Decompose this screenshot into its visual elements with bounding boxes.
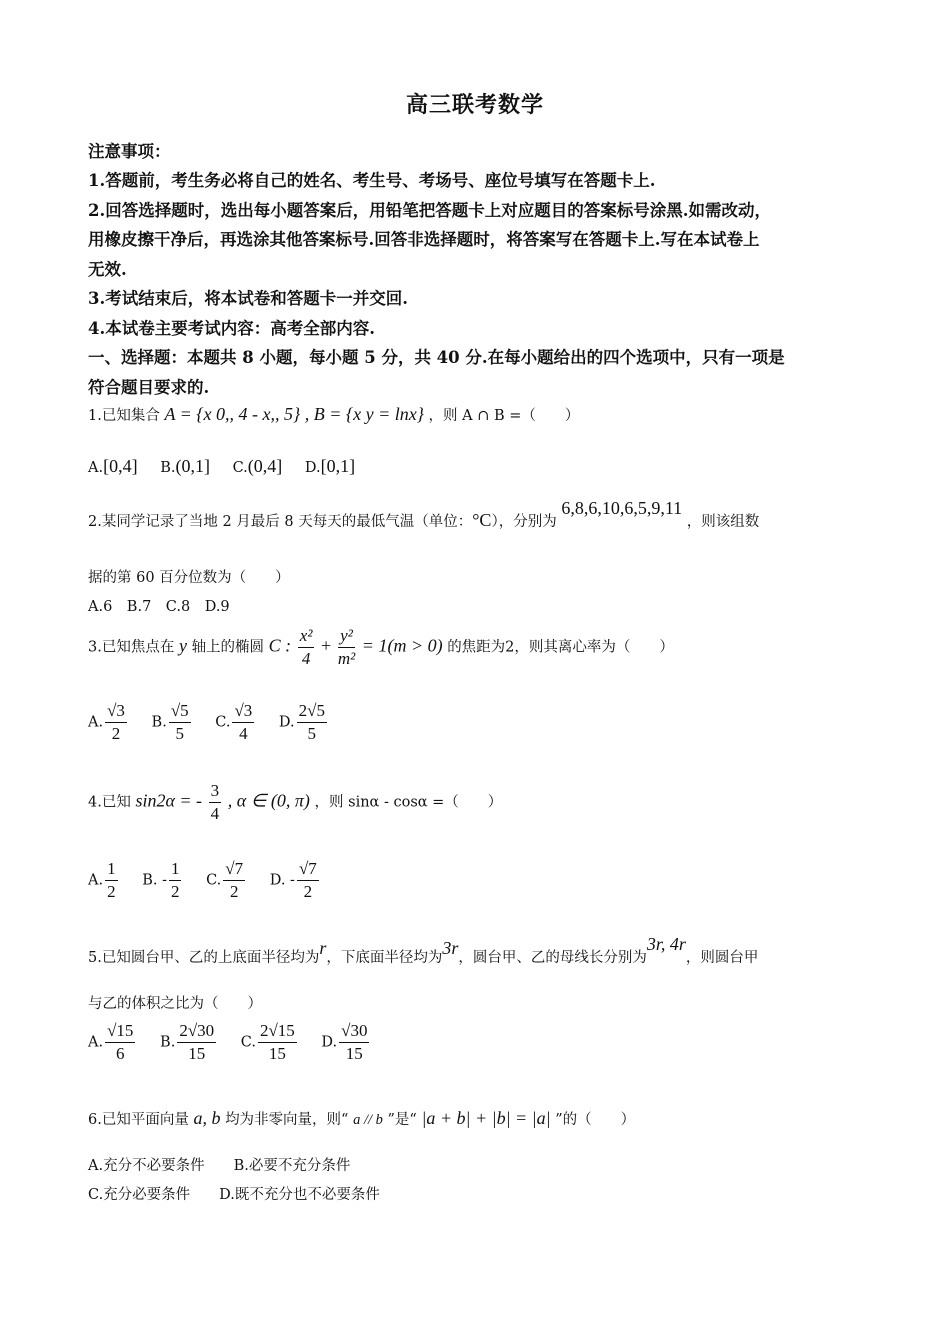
temperature-data: 6,8,6,10,6,5,9,11 — [561, 498, 683, 518]
option-label: A. — [88, 460, 104, 476]
page-title: 高三联考数学 — [405, 92, 544, 118]
question-4-options: A. $\frac{1}{2}$ B. - $\frac{1}{2}$ C. $\frac{√7}{2}$ D. - $\frac{√7}{2}$ — [88, 859, 317, 901]
notice-item-4: 4.本试卷主要考试内容：高考全部内容. — [88, 319, 375, 338]
notice-heading: 注意事项： — [88, 142, 171, 161]
question-2-options: A.6 B.7 C.8 D.9 — [88, 599, 230, 615]
option-label: D. — [304, 460, 321, 476]
question-5-line2: 与乙的体积之比为（ ） — [88, 996, 262, 1012]
question-5-options: A. $\frac{√15}{6}$ B. $\frac{2√30}{15}$ C. $\frac{2√15}{15}$ D. $\frac{√30}{15}$ — [88, 1021, 368, 1063]
question-6-options-2: C.充分必要条件 D.既不充分也不必要条件 — [88, 1187, 380, 1203]
notice-item-3: 3.考试结束后，将本试卷和答题卡一并交回. — [88, 289, 408, 308]
option-label: C. — [232, 460, 248, 476]
question-1: 1.已知集合 A = {x 0,, 4 - x,, 5} , B = {x y = lnx} ，则 A ∩ B =（ ） — [88, 404, 580, 424]
section-heading-2: 符合题目要求的. — [88, 378, 210, 397]
question-6: 6.已知平面向量 a, b 均为非零向量，则“ a // b ”是“ |a + b| + |b| = |a| ”的（ ） — [88, 1108, 636, 1128]
question-6-options-1: A.充分不必要条件 B.必要不充分条件 — [88, 1158, 351, 1174]
option-value: [0,4] — [103, 456, 138, 476]
notice-item-2b: 用橡皮擦干净后，再选涂其他答案标号.回答非选择题时，将答案写在答题卡上.写在本试卷上 — [88, 230, 760, 249]
notice-item-2a: 2.回答选择题时，选出每小题答案后，用铅笔把答题卡上对应题目的答案标号涂黑.如需改动， — [88, 201, 771, 220]
option-label: B. — [160, 460, 176, 476]
notice-item-1: 1.答题前，考生务必将自己的姓名、考生号、考场号、座位号填写在答题卡上. — [88, 171, 656, 190]
question-2-line2: 据的第 60 百分位数为（ ） — [88, 570, 290, 586]
section-heading-1: 一、选择题：本题共 8 小题，每小题 5 分，共 40 分.在每小题给出的四个选项中，只有一项是 — [88, 348, 785, 367]
set-a: A = {x 0,, 4 - x,, 5} — [164, 404, 301, 424]
question-1-options — [88, 456, 373, 477]
question-3: 3.已知焦点在 y 轴上的椭圆 C : $\frac{\text{x²}}{4}$ + $\frac{\text{y²}}{\text{m²}}$ = 1(m > 0) 的焦距为2，则其离心率为（ ） — [88, 626, 674, 668]
set-b: , B = {x y = lnx} — [304, 404, 424, 424]
notice-item-2c: 无效. — [88, 260, 127, 279]
option-value: (0,4] — [247, 456, 283, 476]
option-value: [0,1] — [320, 456, 356, 476]
question-3-options: A. $\frac{√3}{2}$ B. $\frac{√5}{5}$ C. $\frac{√3}{4}$ D. $\frac{2√5}{5}$ — [88, 701, 325, 743]
question-5: 5.已知圆台甲、乙的上底面半径均为r，下底面半径均为3r，圆台甲、乙的母线长分别为3r, 4r，则圆台甲 — [88, 934, 759, 966]
question-2: 2.某同学记录了当地 2 月最后 8 天每天的最低气温（单位：°C），分别为 6,8,6,10,6,5,9,11 ，则该组数 — [88, 498, 760, 530]
vector-condition: |a + b| + |b| = |a| — [421, 1108, 551, 1128]
option-value: (0,1] — [175, 456, 210, 476]
question-4: 4.已知 sin2α = - $\frac{3}{4}$ , α ∈ (0, π) ，则 sinα - cosα =（ ） — [88, 781, 503, 823]
